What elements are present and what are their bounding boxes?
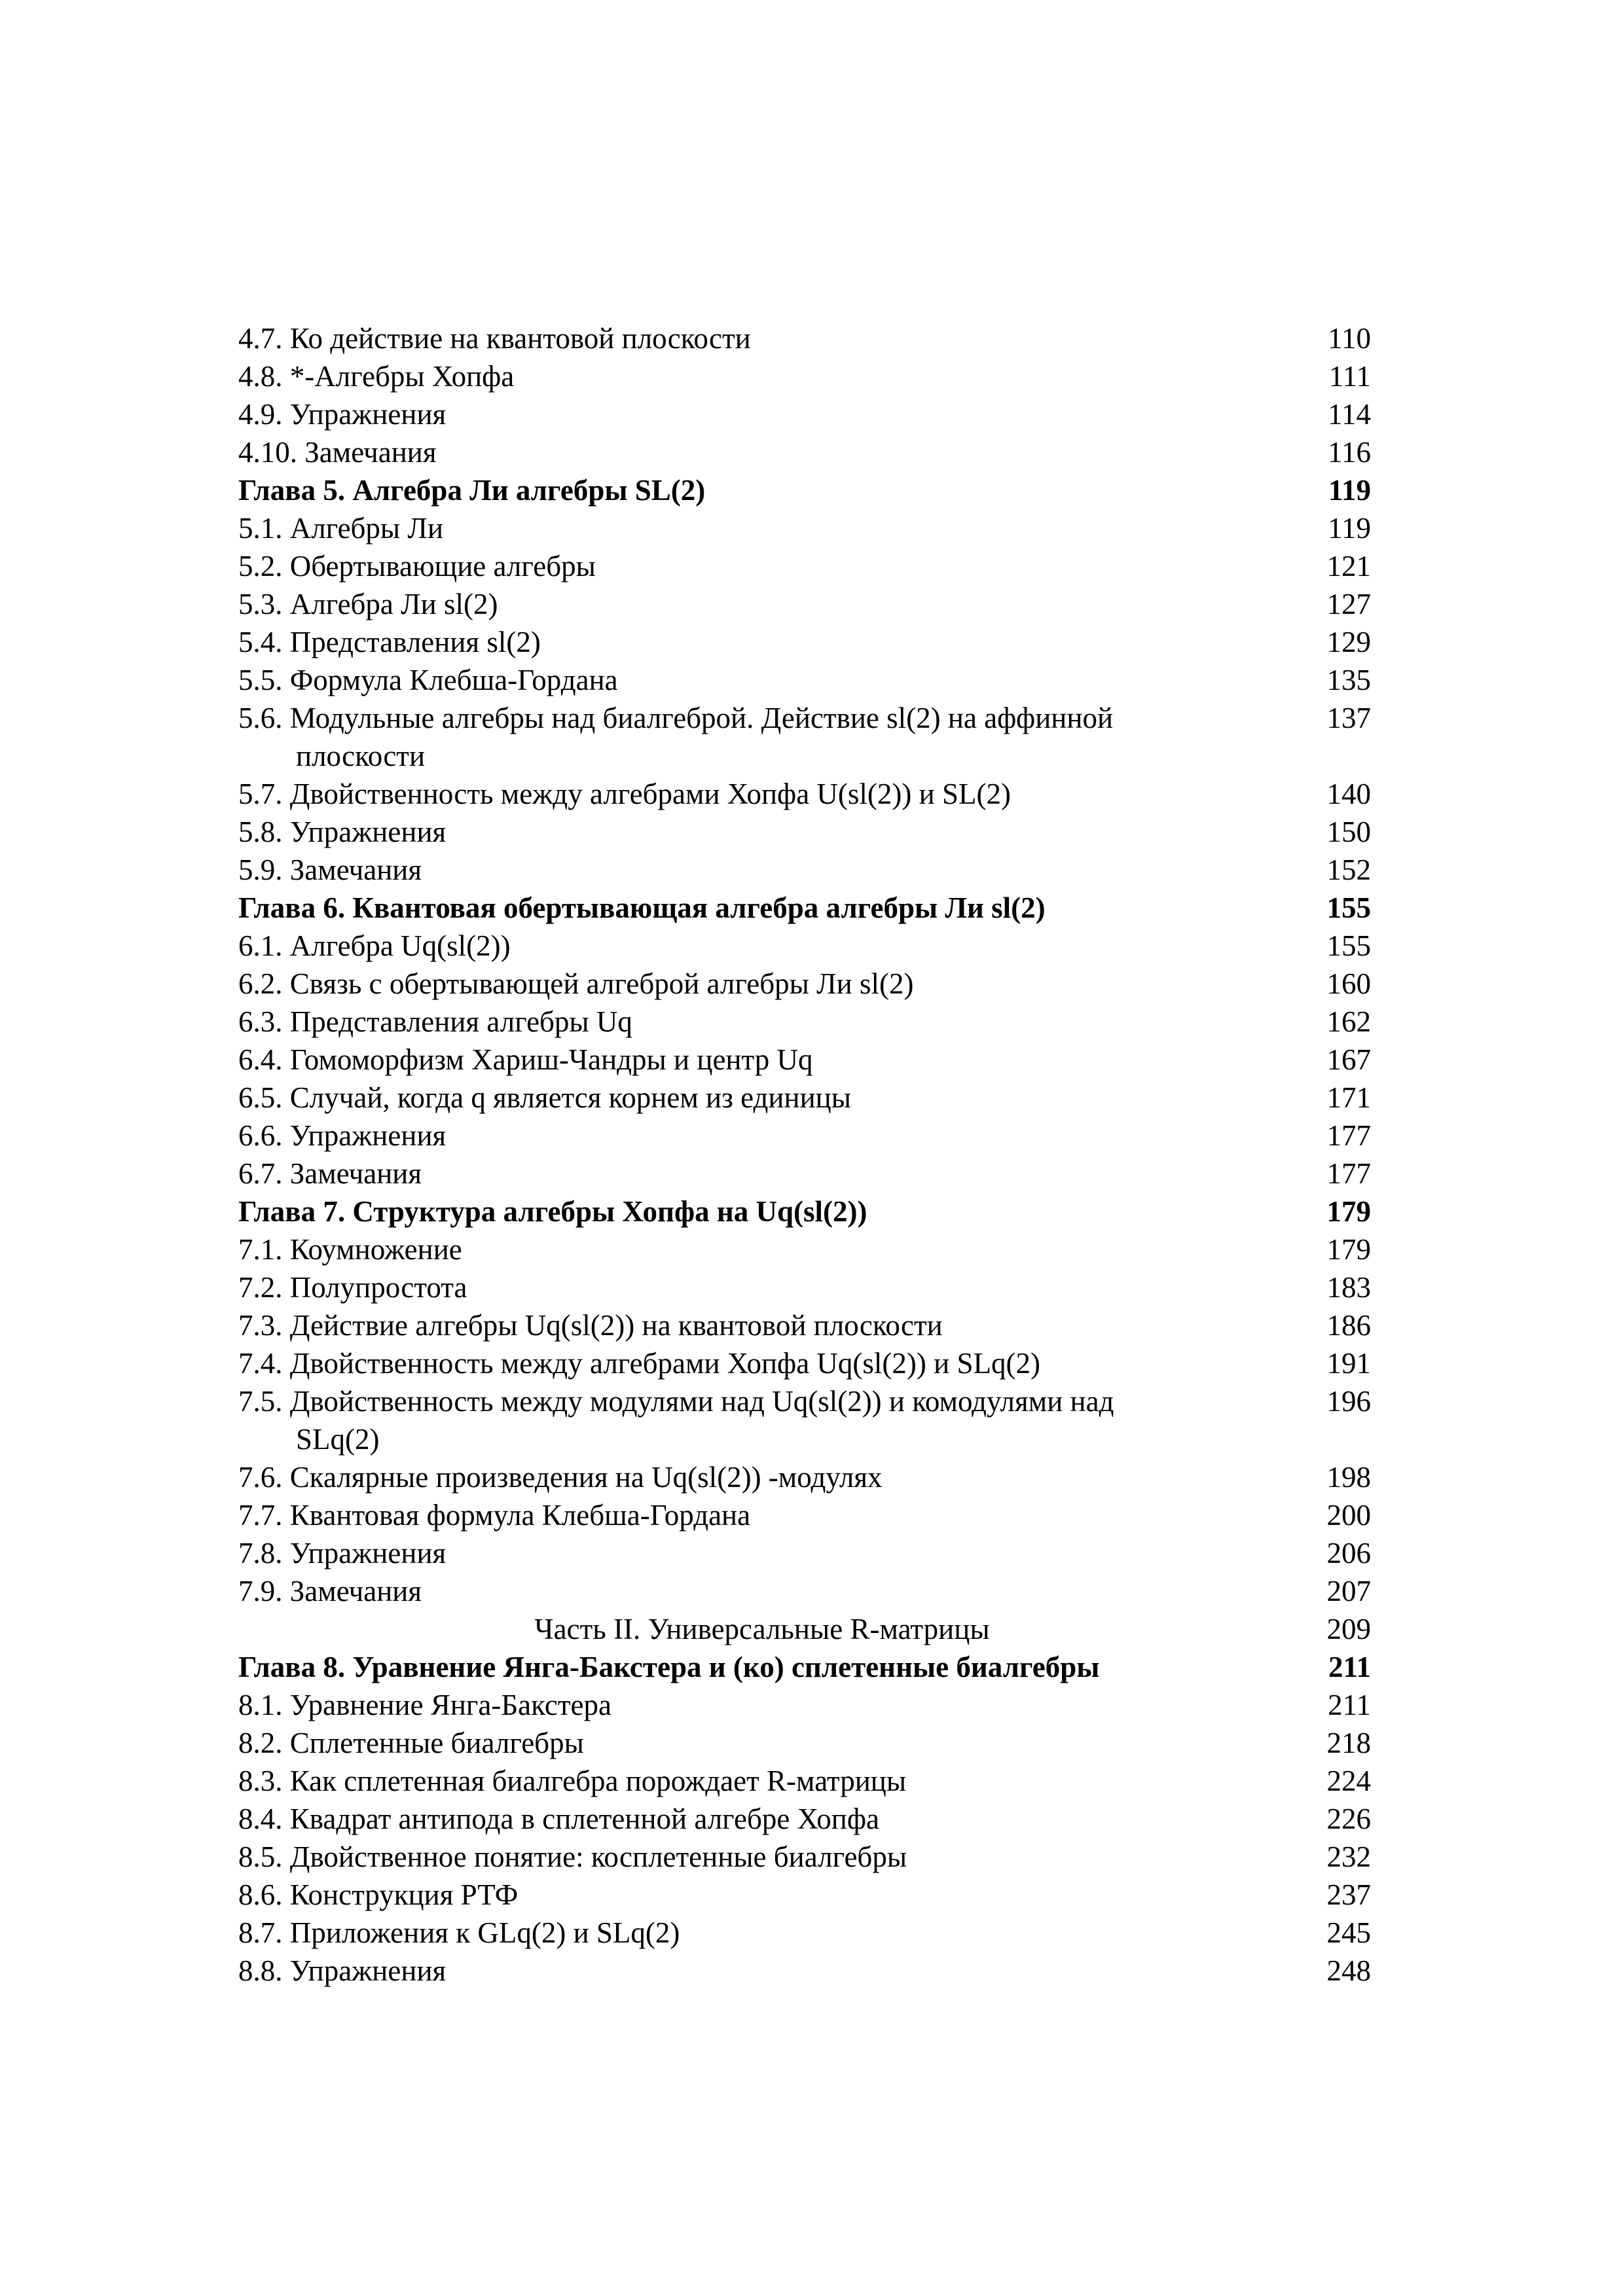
toc-entry-title (238, 1041, 1240, 1079)
toc-page-number: 232 (1326, 1840, 1371, 1873)
toc-page-number: 162 (1326, 1005, 1371, 1038)
toc-entry-label: 6.5. Случай, когда q является корнем из единицы (238, 1081, 851, 1114)
toc-page-number: 127 (1326, 588, 1371, 620)
toc-entry-label: 6.2. Связь с обертывающей алгеброй алгебры Ли sl(2) (238, 967, 914, 1000)
toc-page-number: 211 (1328, 1651, 1371, 1683)
toc-page-number: 111 (1328, 360, 1371, 393)
toc-entry-label: 8.7. Приложения к GLq(2) и SLq(2) (238, 1916, 680, 1949)
toc-entry-label: 8.4. Квадрат антипода в сплетенной алгебре Хопфа (238, 1803, 879, 1835)
toc-entry-label: 5.9. Замечания (238, 853, 422, 886)
toc-section-entry (238, 1762, 1371, 1800)
toc-entry-label: 7.4. Двойственность между алгебрами Хопфа Uq(sl(2)) и SLq(2) (238, 1347, 1040, 1380)
toc-page-number: 248 (1326, 1954, 1371, 1987)
toc-section-entry (238, 1876, 1371, 1914)
toc-page-number: 135 (1326, 664, 1371, 696)
toc-page-number: 177 (1326, 1157, 1371, 1190)
toc-entry-title (238, 1648, 1240, 1686)
toc-entry-label: 6.4. Гомоморфизм Хариш-Чандры и центр Uq (238, 1043, 813, 1076)
toc-entry-title (238, 509, 1240, 547)
toc-section-entry (238, 1458, 1371, 1496)
toc-entry-title (238, 623, 1240, 661)
toc-page-number: 137 (1326, 702, 1371, 734)
toc-section-entry (238, 1268, 1371, 1306)
toc-entry-title (238, 1724, 1240, 1762)
toc-page-number: 179 (1326, 1233, 1371, 1266)
toc-page-number: 155 (1326, 929, 1371, 962)
toc-page-number: 237 (1326, 1878, 1371, 1911)
toc-entry-title (238, 547, 1240, 585)
toc-entry-label: 7.2. Полупростота (238, 1271, 467, 1304)
toc-page-number: 121 (1326, 550, 1371, 583)
toc-entry-label: 7.6. Скалярные произведения на Uq(sl(2)) -модулях (238, 1461, 883, 1494)
toc-entry-label: Часть II. Универсальные R-матрицы (534, 1613, 990, 1645)
toc-entry-title (238, 1382, 1240, 1458)
toc-entry-label: 7.5. Двойственность между модулями над Uq(sl(2)) и комодулями над (238, 1385, 1114, 1418)
toc-entry-title (238, 1686, 1240, 1724)
toc-entry-label: 4.10. Замечания (238, 436, 437, 469)
toc-page-number: 207 (1326, 1575, 1371, 1607)
toc-entry-label: 5.6. Модульные алгебры над биалгеброй. Действие sl(2) на аффинной (238, 702, 1114, 734)
toc-page-number: 140 (1326, 778, 1371, 810)
toc-page-number: 150 (1326, 816, 1371, 848)
toc-section-entry (238, 433, 1371, 471)
toc-section-entry (238, 1952, 1371, 1990)
toc-entry-title (238, 1306, 1240, 1344)
toc-page-number: 224 (1326, 1765, 1371, 1797)
toc-section-entry (238, 1534, 1371, 1572)
toc-section-entry (238, 1724, 1371, 1762)
toc-page-number: 155 (1326, 891, 1371, 924)
toc-section-entry (238, 1230, 1371, 1268)
toc-entry-title (238, 585, 1240, 623)
toc-entry-title (238, 1155, 1240, 1193)
toc-section-entry (238, 547, 1371, 585)
toc-section-entry (238, 395, 1371, 433)
toc-page-number: 129 (1326, 626, 1371, 658)
toc-entry-title (238, 471, 1240, 509)
toc-entry-label: 7.7. Квантовая формула Клебша-Гордана (238, 1499, 751, 1532)
toc-section-entry (238, 1306, 1371, 1344)
toc-entry-title (238, 1344, 1240, 1382)
toc-page-number: 206 (1326, 1537, 1371, 1570)
toc-entry-continuation: SLq(2) (296, 1423, 380, 1456)
toc-page-number: 179 (1326, 1195, 1371, 1228)
toc-section-entry (238, 1041, 1371, 1079)
toc-entry-title (238, 1876, 1240, 1914)
toc-chapter-entry (238, 471, 1371, 509)
toc-page-number: 186 (1326, 1309, 1371, 1342)
toc-section-entry (238, 1496, 1371, 1534)
toc-entry-title (238, 1458, 1240, 1496)
toc-entry-title (238, 927, 1240, 965)
toc-section-entry (238, 1079, 1371, 1117)
toc-entry-label: 8.5. Двойственное понятие: косплетенные биалгебры (238, 1840, 907, 1873)
toc-entry-label: 5.1. Алгебры Ли (238, 512, 444, 545)
toc-entry-label: 5.3. Алгебра Ли sl(2) (238, 588, 498, 620)
toc-entry-label: 5.7. Двойственность между алгебрами Хопфа U(sl(2)) и SL(2) (238, 778, 1011, 810)
toc-page-number: 191 (1326, 1347, 1371, 1380)
toc-entry-title (238, 775, 1240, 813)
toc-page-number: 196 (1326, 1385, 1371, 1418)
toc-section-entry (238, 357, 1371, 395)
toc-entry-title (238, 1193, 1240, 1230)
toc-entry-label: 6.1. Алгебра Uq(sl(2)) (238, 929, 511, 962)
toc-entry-label: 8.1. Уравнение Янга-Бакстера (238, 1689, 611, 1721)
toc-section-entry (238, 1117, 1371, 1155)
toc-part-entry (238, 1610, 1371, 1648)
toc-section-entry (238, 1155, 1371, 1193)
toc-entry-title (238, 889, 1240, 927)
toc-section-entry (238, 1914, 1371, 1952)
toc-entry-label: 8.8. Упражнения (238, 1954, 447, 1987)
toc-entry-label: 4.8. *-Алгебры Хопфа (238, 360, 515, 393)
toc-entry-label: 6.3. Представления алгебры Uq (238, 1005, 632, 1038)
toc-section-entry (238, 509, 1371, 547)
toc-entry-label: 7.1. Коумножение (238, 1233, 462, 1266)
toc-entry-title (238, 851, 1240, 889)
toc-page-number: 119 (1328, 512, 1371, 545)
toc-entry-label: 7.3. Действие алгебры Uq(sl(2)) на квантовой плоскости (238, 1309, 943, 1342)
toc-entry-title (238, 1914, 1240, 1952)
toc-section-entry (238, 1382, 1371, 1458)
toc-section-entry (238, 775, 1371, 813)
toc-entry-label: 7.8. Упражнения (238, 1537, 447, 1570)
toc-chapter-entry (238, 889, 1371, 927)
toc-page-number: 209 (1326, 1613, 1371, 1645)
toc-entry-title (238, 1610, 1286, 1648)
toc-entry-title (238, 1230, 1240, 1268)
toc-section-entry (238, 1344, 1371, 1382)
toc-section-entry (238, 1003, 1371, 1041)
toc-page-number: 183 (1326, 1271, 1371, 1304)
toc-chapter-entry (238, 1193, 1371, 1230)
toc-section-entry (238, 319, 1371, 357)
toc-entry-label: 8.3. Как сплетенная биалгебра порождает R-матрицы (238, 1765, 907, 1797)
toc-entry-title (238, 965, 1240, 1003)
toc-entry-label: Глава 5. Алгебра Ли алгебры SL(2) (238, 474, 706, 507)
toc-entry-continuation: плоскости (296, 740, 426, 772)
toc-entry-title (238, 357, 1240, 395)
toc-entry-label: 5.5. Формула Клебша-Гордана (238, 664, 618, 696)
toc-entry-label: 8.6. Конструкция РТФ (238, 1878, 519, 1911)
toc-entry-title (238, 1800, 1240, 1838)
toc-page-number: 110 (1328, 322, 1371, 355)
toc-entry-title (238, 1268, 1240, 1306)
toc-page-number: 211 (1328, 1689, 1371, 1721)
toc-entry-title (238, 1496, 1240, 1534)
toc-entry-title (238, 661, 1240, 699)
toc-page-number: 226 (1326, 1803, 1371, 1835)
toc-page-number: 245 (1326, 1916, 1371, 1949)
toc-entry-label: Глава 7. Структура алгебры Хопфа на Uq(sl(2)) (238, 1195, 867, 1228)
toc-page-number: 167 (1326, 1043, 1371, 1076)
toc-entry-label: 5.4. Представления sl(2) (238, 626, 541, 658)
toc-entry-title (238, 1003, 1240, 1041)
toc-entry-title (238, 1762, 1240, 1800)
toc-section-entry (238, 851, 1371, 889)
toc-entry-title (238, 433, 1240, 471)
toc-page-number: 200 (1326, 1499, 1371, 1532)
toc-entry-title (238, 395, 1240, 433)
toc-section-entry (238, 927, 1371, 965)
toc-entry-label: Глава 6. Квантовая обертывающая алгебра алгебры Ли sl(2) (238, 891, 1046, 924)
toc-entry-label: 4.7. Ко действие на квантовой плоскости (238, 322, 751, 355)
toc-page-number: 198 (1326, 1461, 1371, 1494)
toc-section-entry (238, 1686, 1371, 1724)
toc-section-entry (238, 623, 1371, 661)
toc-entry-title (238, 1079, 1240, 1117)
toc-page-number: 152 (1326, 853, 1371, 886)
toc-page-number: 171 (1326, 1081, 1371, 1114)
toc-section-entry (238, 699, 1371, 775)
toc-entry-label: 8.2. Сплетенные биалгебры (238, 1727, 584, 1759)
toc-section-entry (238, 813, 1371, 851)
toc-section-entry (238, 585, 1371, 623)
toc-section-entry (238, 661, 1371, 699)
toc-entry-title (238, 699, 1240, 775)
toc-section-entry (238, 1800, 1371, 1838)
toc-entry-label: 6.6. Упражнения (238, 1119, 447, 1152)
toc-entry-label: 5.8. Упражнения (238, 816, 447, 848)
toc-entry-title (238, 1534, 1240, 1572)
toc-entry-title (238, 319, 1240, 357)
toc-entry-label: 4.9. Упражнения (238, 398, 447, 431)
toc-page-number: 218 (1326, 1727, 1371, 1759)
toc-section-entry (238, 1838, 1371, 1876)
toc-entry-label: 6.7. Замечания (238, 1157, 422, 1190)
toc-page-number: 114 (1328, 398, 1371, 431)
toc-entry-title (238, 1117, 1240, 1155)
toc-page-number: 116 (1328, 436, 1371, 469)
toc-entry-title (238, 1838, 1240, 1876)
toc-page-number: 119 (1328, 474, 1371, 507)
toc-page-number: 160 (1326, 967, 1371, 1000)
toc-section-entry (238, 1572, 1371, 1610)
toc-page-number: 177 (1326, 1119, 1371, 1152)
toc-entry-title (238, 1952, 1240, 1990)
toc-chapter-entry (238, 1648, 1371, 1686)
toc-section-entry (238, 965, 1371, 1003)
toc-entry-title (238, 1572, 1240, 1610)
toc-entry-label: Глава 8. Уравнение Янга-Бакстера и (ко) сплетенные биалгебры (238, 1651, 1100, 1683)
toc-entry-label: 5.2. Обертывающие алгебры (238, 550, 596, 583)
toc-entry-label: 7.9. Замечания (238, 1575, 422, 1607)
toc-entry-title (238, 813, 1240, 851)
table-of-contents (238, 319, 1371, 1990)
